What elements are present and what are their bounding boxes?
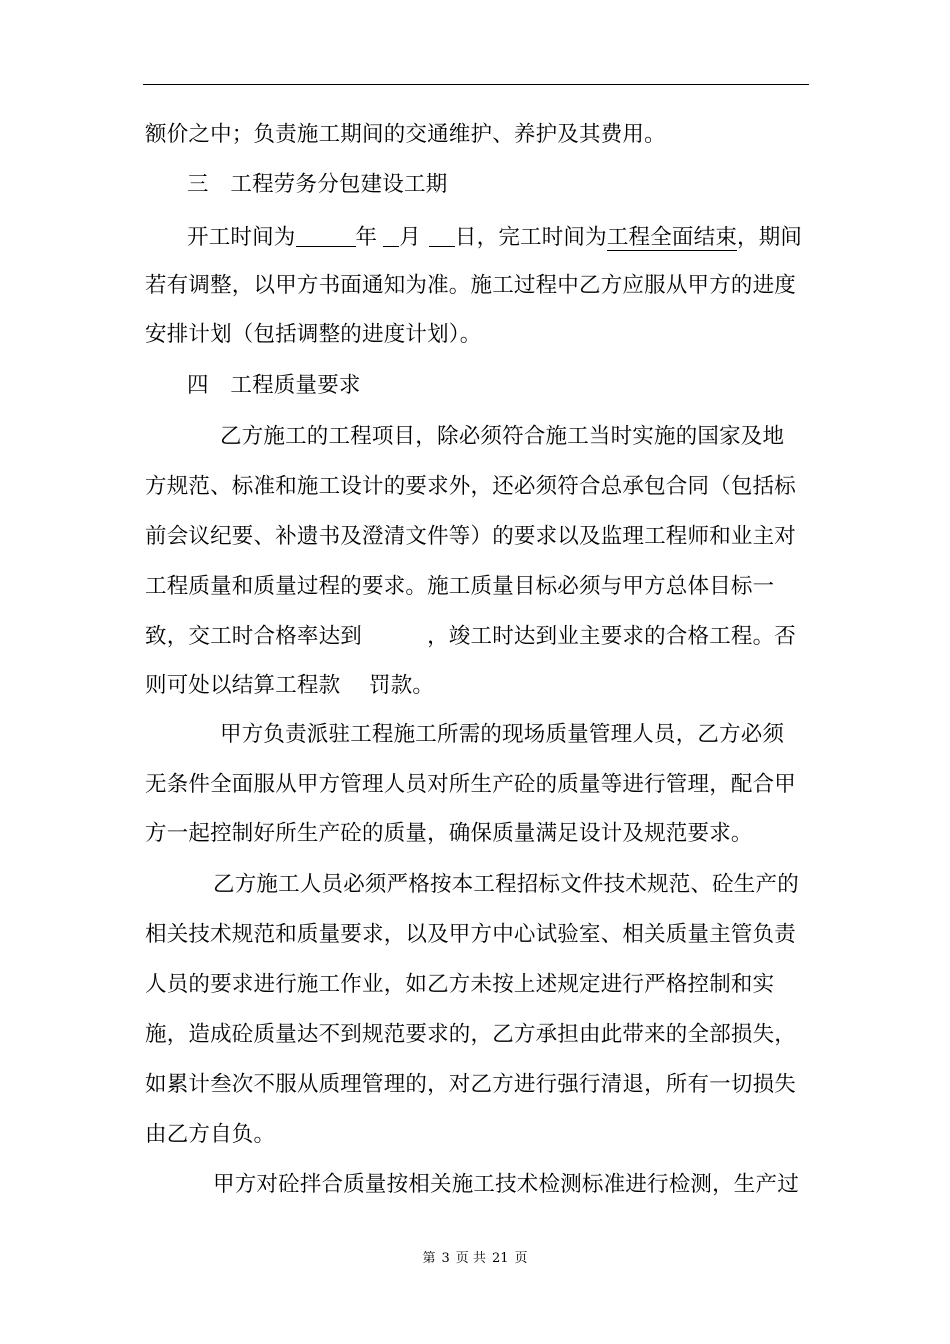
paragraph-line: 工程质量和质量过程的要求。施工质量目标必须与甲方总体目标一 — [145, 574, 775, 599]
header-rule — [143, 84, 809, 85]
section-heading-quality: 四 工程质量要求 — [187, 373, 361, 398]
footer-mid: 页 共 — [455, 1251, 486, 1266]
page-footer — [0, 1247, 950, 1266]
paragraph-line: 甲方对砼拌合质量按相关施工技术检测标准进行检测，生产过 — [213, 1172, 799, 1197]
month-label: 月 — [399, 225, 421, 250]
year-blank — [296, 222, 356, 247]
paragraph-line: 由乙方自负。 — [145, 1122, 276, 1147]
paragraph-line: 则可处以结算工程款 罚款。 — [145, 673, 435, 698]
footer-prefix: 第 — [422, 1251, 436, 1266]
paragraph-line: 人员的要求进行施工作业，如乙方未按上述规定进行严格控制和实 — [145, 972, 775, 997]
paragraph-line: 相关技术规范和质量要求，以及甲方中心试验室、相关质量主管负责 — [145, 922, 797, 947]
paragraph-line: 甲方负责派驻工程施工所需的现场质量管理人员，乙方必须 — [220, 722, 785, 747]
paragraph-line: 乙方施工的工程项目，除必须符合施工当时实施的国家及地 — [220, 424, 785, 449]
paragraph-line: 若有调整，以甲方书面通知为准。施工过程中乙方应服从甲方的进度 — [145, 273, 797, 298]
paragraph-line: 额价之中；负责施工期间的交通维护、养护及其费用。 — [145, 122, 666, 147]
footer-suffix: 页 — [514, 1251, 528, 1266]
paragraph-line: 如累计叁次不服从质理管理的，对乙方进行强行清退，所有一切损失 — [145, 1072, 797, 1097]
day-blank — [429, 222, 455, 247]
paragraph-line: 方规范、标准和施工设计的要求外，还必须符合总承包合同（包括标 — [145, 474, 797, 499]
section-heading-schedule: 三 工程劳务分包建设工期 — [187, 172, 448, 197]
paragraph-line: 前会议纪要、补遗书及澄清文件等）的要求以及监理工程师和业主对 — [145, 524, 797, 549]
paragraph-line: 施，造成砼质量达不到规范要求的，乙方承担由此带来的全部损失， — [145, 1022, 797, 1047]
year-label: 年 — [355, 225, 378, 250]
paragraph-line: 安排计划（包括调整的进度计划）。 — [145, 322, 482, 347]
footer-total-pages: 21 — [491, 1251, 509, 1266]
start-time-label: 开工时间为 — [187, 225, 296, 250]
schedule-tail: ，期间 — [737, 225, 803, 250]
paragraph-line: 致，交工时合格率达到 ，竣工时达到业主要求的合格工程。否 — [145, 624, 797, 649]
end-time-value: 工程全面结束 — [606, 225, 738, 250]
paragraph-line: 方一起控制好所生产砼的质量，确保质量满足设计及规范要求。 — [145, 821, 753, 846]
day-completion-label: 日，完工时间为 — [454, 225, 607, 250]
footer-page-number: 3 — [441, 1251, 450, 1266]
paragraph-line: 无条件全面服从甲方管理人员对所生产砼的质量等进行管理，配合甲 — [145, 772, 797, 797]
month-blank — [383, 222, 399, 247]
paragraph-line: 乙方施工人员必须严格按本工程招标文件技术规范、砼生产的 — [213, 872, 799, 897]
schedule-line — [187, 222, 802, 253]
